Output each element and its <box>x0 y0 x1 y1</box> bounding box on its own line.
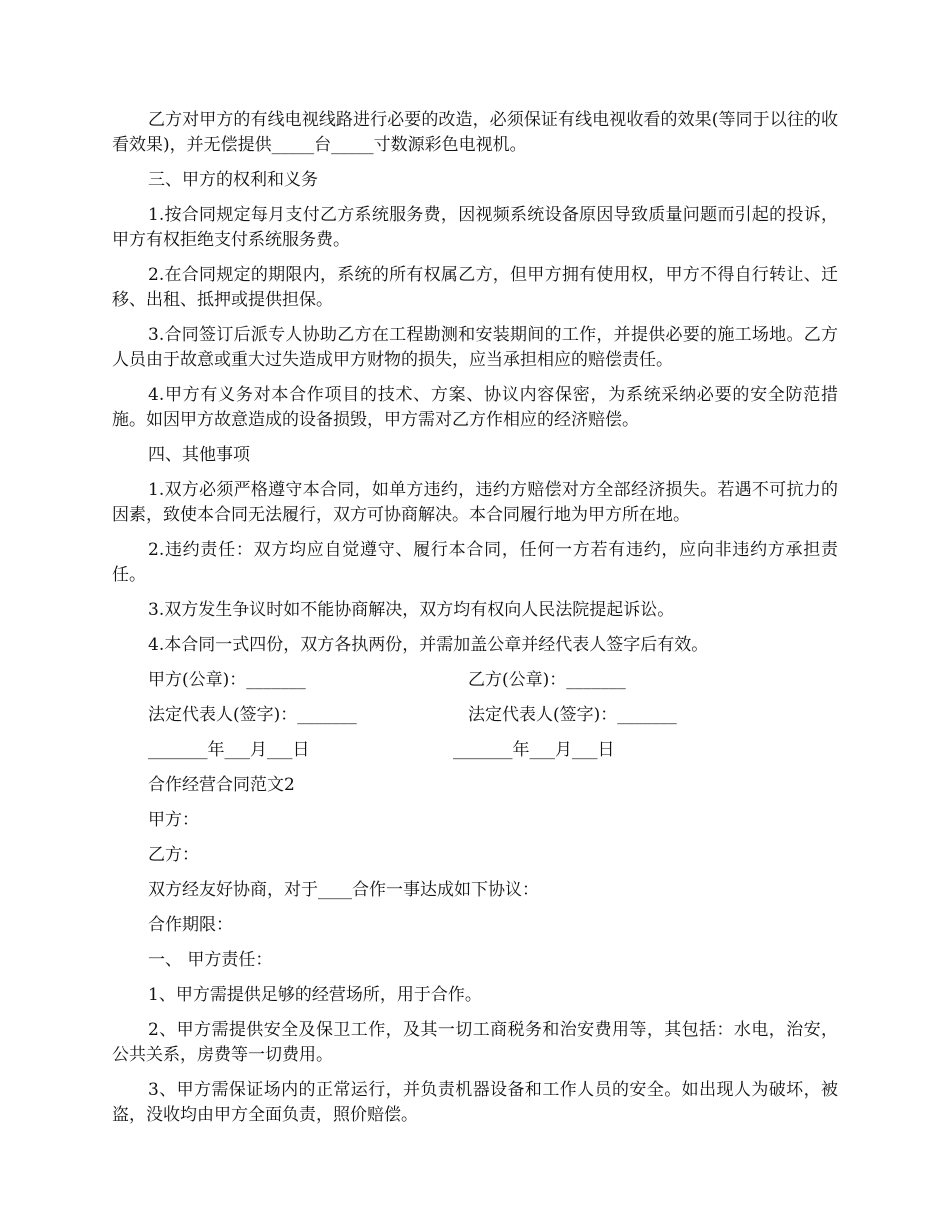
contract2-party-a: 甲方： <box>148 810 199 830</box>
contract2-intro: 双方经友好协商，对于____合作一事达成如下协议： <box>148 880 539 900</box>
document-page <box>112 108 838 1138</box>
signature-row-date <box>112 738 838 763</box>
section3-item-3: 3.合同签订后派专人协助乙方在工程勘测和安装期间的工作，并提供必要的施工场地。乙方人员由于故意或重大过失造成甲方财物的损失，应当承担相应的赔偿责任。 <box>112 325 838 370</box>
contract2-item-1: 1、甲方需提供足够的经营场所，用于合作。 <box>148 985 482 1005</box>
contract2-term: 合作期限： <box>148 915 233 935</box>
party-b-representative-field: 法定代表人(签字)：_______ <box>468 705 677 725</box>
section4-item-1: 1.双方必须严格遵守本合同，如单方违约，违约方赔偿对方全部经济损失。若遇不可抗力的因素，致使本合同无法履行，双方可协商解决。本合同履行地为甲方所在地。 <box>112 480 838 525</box>
section-heading-4: 四、其他事项 <box>148 445 250 465</box>
party-a-representative-field: 法定代表人(签字)：_______ <box>148 705 357 725</box>
section3-item-4: 4.甲方有义务对本合作项目的技术、方案、协议内容保密，为系统采纳必要的安全防范措施。如因甲方故意造成的设备损毁，甲方需对乙方作相应的经济赔偿。 <box>112 385 838 430</box>
contract2-party-b: 乙方： <box>148 845 199 865</box>
contract2-section1-heading: 一、 甲方责任： <box>148 950 273 970</box>
party-b-date-field: _______年___月___日 <box>453 740 615 760</box>
signature-row-seal <box>112 668 838 693</box>
section3-item-2: 2.在合同规定的期限内，系统的所有权属乙方，但甲方拥有使用权，甲方不得自行转让、迁移、出租、抵押或提供担保。 <box>112 265 838 310</box>
contract2-item-2: 2、甲方需提供安全及保卫工作，及其一切工商税务和治安费用等，其包括：水电，治安，公共关系，房费等一切费用。 <box>112 1020 838 1065</box>
section3-item-1: 1.按合同规定每月支付乙方系统服务费，因视频系统设备原因导致质量问题而引起的投诉，甲方有权拒绝支付系统服务费。 <box>112 205 838 250</box>
contract2-title: 合作经营合同范文2 <box>148 775 295 795</box>
section-heading-3: 三、甲方的权利和义务 <box>148 170 318 190</box>
signature-row-representative <box>112 703 838 728</box>
section4-item-2: 2.违约责任：双方均应自觉遵守、履行本合同，任何一方若有违约，应向非违约方承担责任。 <box>112 540 838 585</box>
party-b-seal-field: 乙方(公章)：_______ <box>468 670 626 690</box>
party-a-seal-field: 甲方(公章)：_______ <box>148 670 306 690</box>
party-a-date-field: _______年___月___日 <box>148 740 310 760</box>
contract2-item-3: 3、甲方需保证场内的正常运行，并负责机器设备和工作人员的安全。如出现人为破坏，被盗，没收均由甲方全面负责，照价赔偿。 <box>112 1080 838 1125</box>
section4-item-4: 4.本合同一式四份，双方各执两份，并需加盖公章并经代表人签字后有效。 <box>148 635 709 655</box>
section4-item-3: 3.双方发生争议时如不能协商解决，双方均有权向人民法院提起诉讼。 <box>148 600 675 620</box>
paragraph-tv-renovation: 乙方对甲方的有线电视线路进行必要的改造，必须保证有线电视收看的效果(等同于以往的收看效果)，并无偿提供_____台_____寸数源彩色电视机。 <box>112 110 838 155</box>
